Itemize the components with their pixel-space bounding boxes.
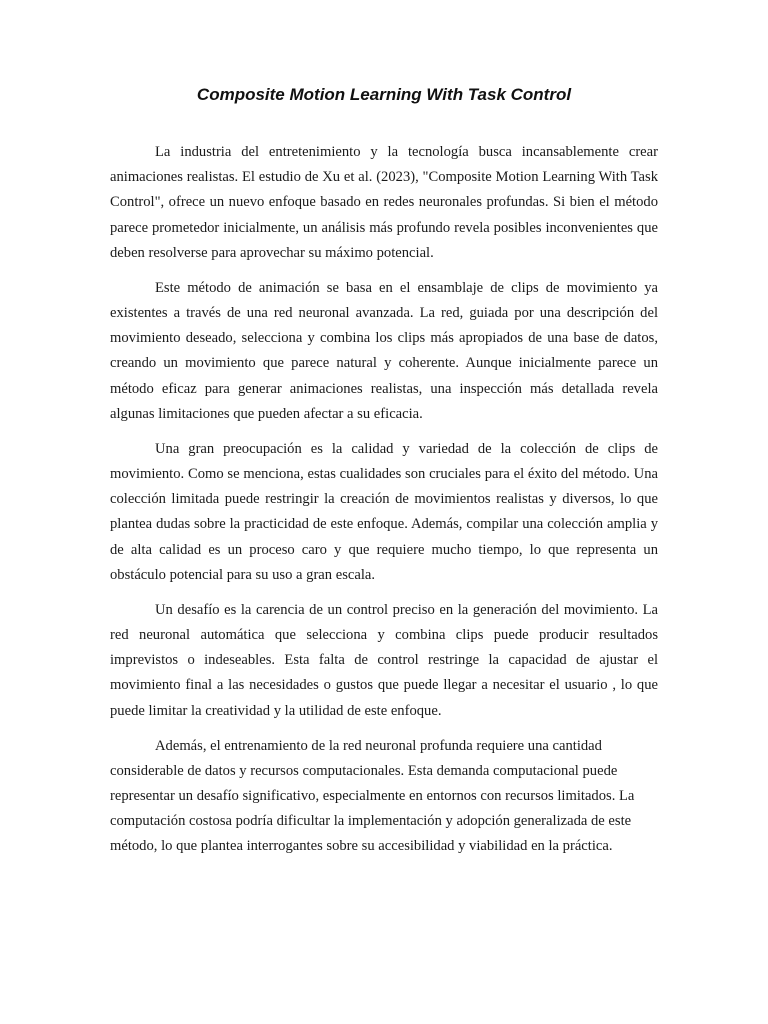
paragraph-1: La industria del entretenimiento y la tecnología busca incansablemente crear animaciones realistas. El estudio de Xu et al. (2023), "Composite Motion Learning With Task Control", ofrece un nuevo enfoque basado en redes neuronales profundas. Si bien el método parece prometedor inicialmente, un análisis más profundo revela posibles inconvenientes que deben resolverse para aprovechar su máximo potencial. <box>110 144 658 261</box>
paragraph-3: Una gran preocupación es la calidad y variedad de la colección de clips de movimiento. Como se menciona, estas cualidades son cruciales para el éxito del método. Una colección limitada puede restringir la creación de movimientos realistas y diversos, lo que plantea dudas sobre la practicidad de este enfoque. Además, compilar una colección amplia y de alta calidad es un proceso caro y que requiere mucho tiempo, lo que representa un obstáculo potencial para su uso a gran escala. <box>110 440 658 583</box>
paragraph-2: Este método de animación se basa en el ensamblaje de clips de movimiento ya existentes a través de una red neuronal avanzada. La red, guiada por una descripción del movimiento deseado, selecciona y combina los clips más apropiados de una base de datos, creando un movimiento que parece natural y coherente. Aunque inicialmente parece un método eficaz para generar animaciones realistas, una inspección más detallada revela algunas limitaciones que pueden afectar a su eficacia. <box>110 279 658 422</box>
document-body <box>110 140 658 869</box>
paragraph-4: Un desafío es la carencia de un control preciso en la generación del movimiento. La red neuronal automática que selecciona y combina clips puede producir resultados imprevistos o indeseables. Esta falta de control restringe la capacidad de ajustar el movimiento final a las necesidades o gustos que puede llegar a necesitar el usuario , lo que puede limitar la creatividad y la utilidad de este enfoque. <box>110 601 658 719</box>
document-title: Composite Motion Learning With Task Control <box>196 85 572 104</box>
paragraph-5: Además, el entrenamiento de la red neuronal profunda requiere una cantidad considerable de datos y recursos computacionales. Esta demanda computacional puede representar un desafío significativo, especialmente en entornos con recursos limitados. La computación costosa podría dificultar la implementación y adopción generalizada de este método, lo que plantea interrogantes sobre su accesibilidad y viabilidad en la práctica. <box>110 737 635 855</box>
